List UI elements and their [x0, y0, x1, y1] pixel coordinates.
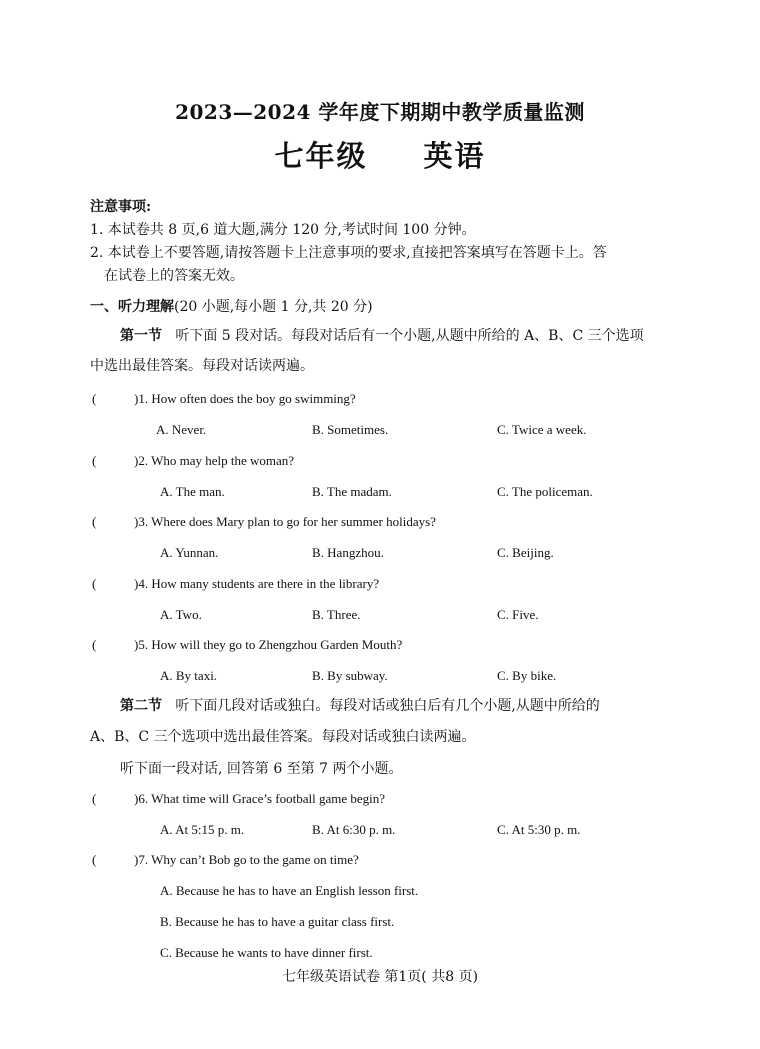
q5-option-a: A. By taxi.	[160, 668, 218, 683]
answer-blank: (	[92, 791, 97, 806]
q4-option-c: C. Five.	[497, 607, 539, 622]
part1-instruction: 第一节 听下面 5 段对话。每段对话后有一个小题,从题中所给的 A、B、C 三个选项	[120, 328, 644, 344]
q5-option-c: C. By bike.	[497, 668, 557, 683]
q1-option-a: A. Never.	[156, 422, 207, 437]
section-note: (20 小题,每小题 1 分,共 20 分)	[174, 299, 373, 315]
question-5	[92, 637, 402, 653]
part1-label: 第一节	[120, 328, 162, 344]
question-7	[92, 852, 359, 868]
question-text: )4. How many students are there in the library?	[134, 576, 380, 591]
question-text: )6. What time will Grace’s football game begin?	[134, 791, 386, 806]
q2-option-c: C. The policeman.	[497, 484, 593, 499]
notice-heading: 注意事项:	[90, 199, 152, 215]
q3-option-a: A. Yunnan.	[160, 545, 219, 560]
part2-sub-instruction: 听下面一段对话, 回答第 6 至第 7 两个小题。	[120, 761, 403, 777]
question-text: )1. How often does the boy go swimming?	[134, 391, 356, 406]
section-title: 一、听力理解	[90, 299, 174, 315]
notice-item-2: 2. 本试卷上不要答题,请按答题卡上注意事项的要求,直接把答案填写在答题卡上。答	[90, 245, 607, 261]
question-text: )7. Why can’t Bob go to the game on time?	[134, 852, 359, 867]
question-1	[92, 391, 356, 407]
q1-option-b: B. Sometimes.	[312, 422, 389, 437]
answer-blank: (	[92, 576, 97, 591]
q1-option-c: C. Twice a week.	[497, 422, 587, 437]
question-4	[92, 576, 379, 592]
exam-subtitle	[0, 134, 760, 175]
page-footer: 七年级英语试卷 第1页( 共8 页)	[281, 969, 479, 985]
part2-instruction: 第二节 听下面几段对话或独白。每段对话或独白后有几个小题,从题中所给的	[120, 698, 600, 714]
answer-blank: (	[92, 852, 97, 867]
q2-option-b: B. The madam.	[312, 484, 392, 499]
notice-item-1: 1. 本试卷共 8 页,6 道大题,满分 120 分,考试时间 100 分钟。	[90, 222, 476, 238]
question-text: )5. How will they go to Zhengzhou Garden Mouth?	[134, 637, 403, 652]
answer-blank: (	[92, 637, 97, 652]
notice-item-2-cont: 在试卷上的答案无效。	[104, 268, 244, 284]
q4-option-a: A. Two.	[160, 607, 202, 622]
part2-label: 第二节	[120, 698, 162, 714]
q6-option-b: B. At 6:30 p. m.	[312, 822, 396, 837]
question-6	[92, 791, 385, 807]
q4-option-b: B. Three.	[312, 607, 361, 622]
section-heading	[90, 296, 373, 316]
question-text: )2. Who may help the woman?	[134, 453, 295, 468]
q5-option-b: B. By subway.	[312, 668, 388, 683]
q3-option-b: B. Hangzhou.	[312, 545, 384, 560]
q2-option-a: A. The man.	[160, 484, 225, 499]
question-text: )3. Where does Mary plan to go for her summer holidays?	[134, 514, 436, 529]
q6-option-c: C. At 5:30 p. m.	[497, 822, 581, 837]
question-3	[92, 514, 436, 530]
part1-instruction-cont: 中选出最佳答案。每段对话读两遍。	[90, 358, 314, 374]
exam-title: 2023—2024 学年度下期期中教学质量监测	[175, 100, 585, 124]
grade-label: 七年级	[274, 139, 368, 173]
q7-option-c: C. Because he wants to have dinner first.	[160, 945, 373, 960]
q6-option-a: A. At 5:15 p. m.	[160, 822, 245, 837]
answer-blank: (	[92, 514, 97, 529]
q7-option-a: A. Because he has to have an English lesson first.	[160, 883, 419, 898]
answer-blank: (	[92, 453, 97, 468]
q7-option-b: B. Because he has to have a guitar class first.	[160, 914, 395, 929]
question-2	[92, 453, 294, 469]
q3-option-c: C. Beijing.	[497, 545, 554, 560]
subject-label: 英语	[423, 139, 486, 173]
part2-instruction-cont: A、B、C 三个选项中选出最佳答案。每段对话或独白读两遍。	[90, 729, 476, 745]
answer-blank: (	[92, 391, 97, 406]
